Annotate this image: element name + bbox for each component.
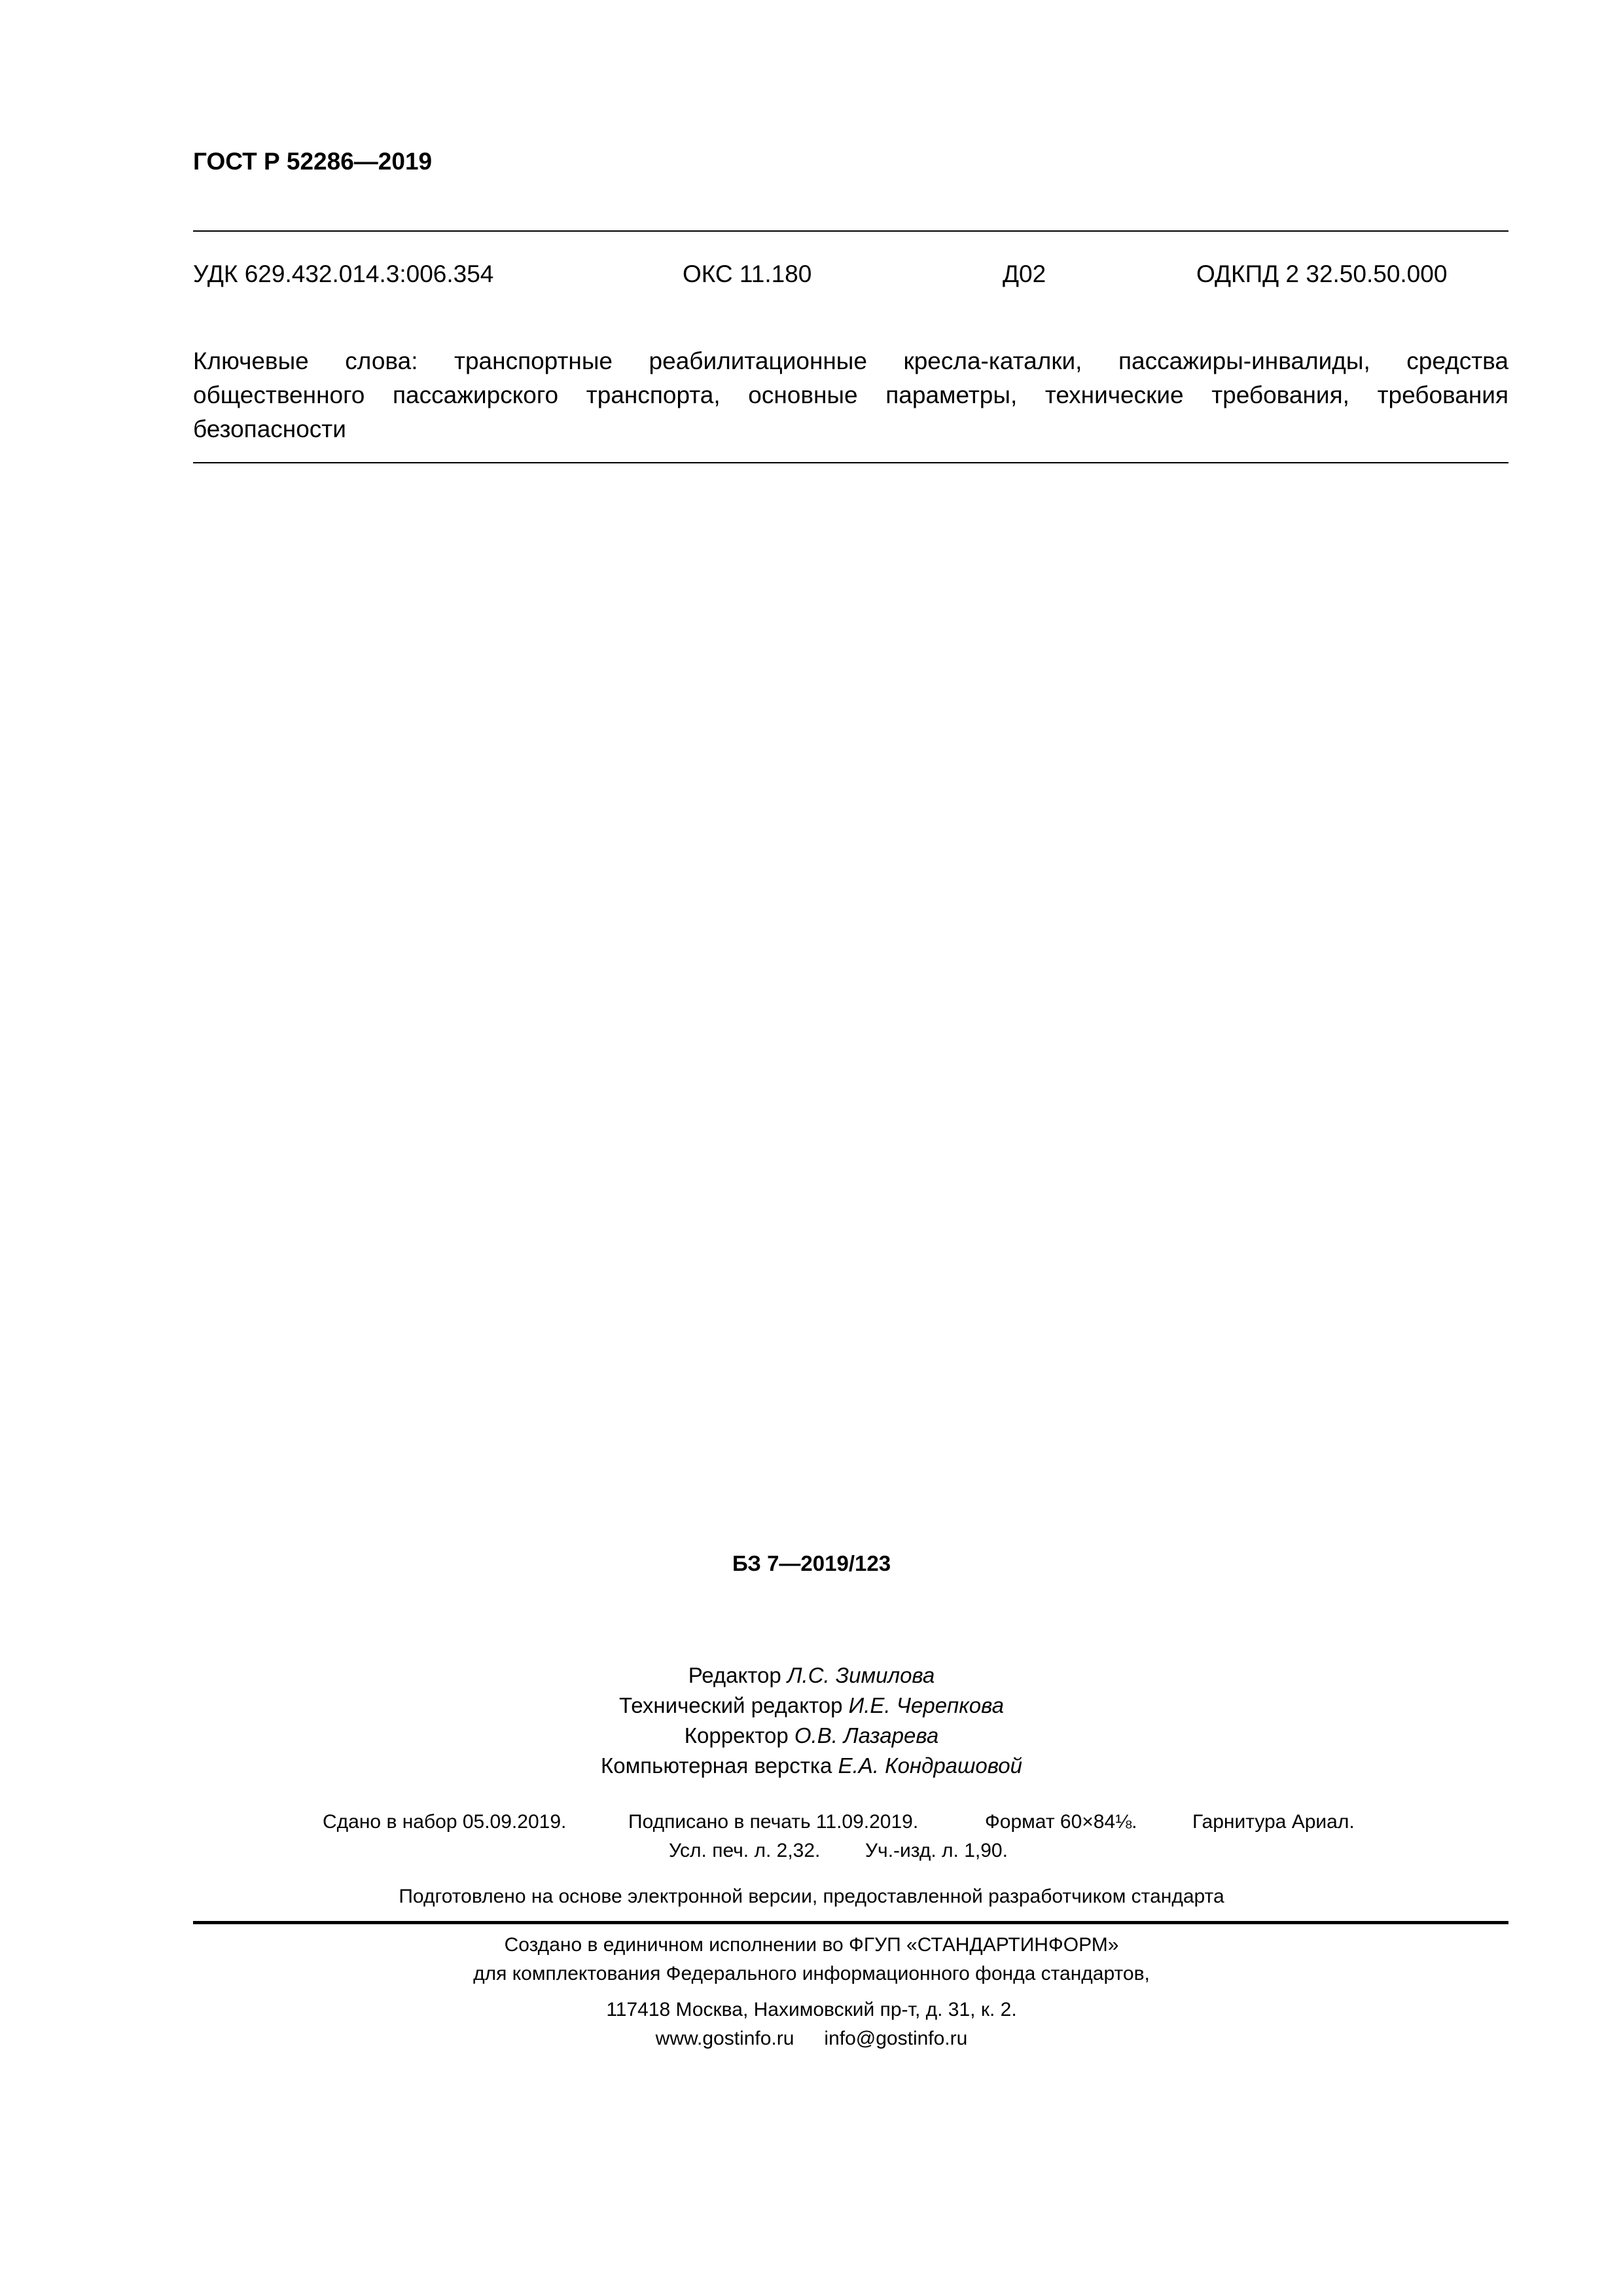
website-link[interactable]: www.gostinfo.ru [655, 2028, 794, 2049]
email-link[interactable]: info@gostinfo.ru [824, 2028, 968, 2049]
imprint-signed: Подписано в печать 11.09.2019. [628, 1811, 919, 1833]
publisher-line1: Создано в единичном исполнении во ФГУП «СТАНДАРТИНФОРМ» [504, 1934, 1119, 1956]
group-code: Д02 [1003, 260, 1046, 287]
credits-block [0, 1660, 1623, 1781]
publisher-line2: для комплектования Федерального информационного фонда стандартов, [473, 1963, 1150, 1984]
credit-role: Технический редактор [619, 1693, 843, 1717]
udk-code: УДК 629.432.014.3:006.354 [193, 260, 494, 287]
credit-technical-editor [0, 1691, 1623, 1721]
credit-name: И.Е. Черепкова [848, 1693, 1004, 1717]
imprint-format: Формат 60×84⅛. [985, 1811, 1137, 1833]
publisher-address: 117418 Москва, Нахимовский пр-т, д. 31, к. 2. [606, 1999, 1017, 2020]
credit-proofreader [0, 1721, 1623, 1751]
document-code: ГОСТ Р 52286—2019 [193, 148, 433, 175]
publisher-divider [193, 1921, 1508, 1924]
credit-name: Л.С. Зимилова [787, 1663, 935, 1687]
imprint-submitted: Сдано в набор 05.09.2019. [323, 1811, 567, 1833]
publisher-contacts [0, 2028, 1623, 2050]
keywords-divider [193, 462, 1508, 463]
prepared-note: Подготовлено на основе электронной версии, предоставленной разработчиком стандарта [399, 1886, 1224, 1907]
okpd-code: ОДКПД 2 32.50.50.000 [1196, 260, 1448, 287]
imprint-print-sheets: Усл. печ. л. 2,32. [669, 1840, 821, 1861]
credit-role: Редактор [688, 1663, 781, 1687]
imprint-typeface: Гарнитура Ариал. [1192, 1811, 1355, 1833]
imprint-publ-sheets: Уч.-изд. л. 1,90. [865, 1840, 1008, 1861]
bz-number: БЗ 7—2019/123 [732, 1551, 891, 1575]
credit-layout [0, 1751, 1623, 1781]
credit-name: Е.А. Кондрашовой [838, 1753, 1022, 1778]
top-divider [193, 230, 1508, 232]
credit-editor [0, 1660, 1623, 1691]
credit-role: Компьютерная верстка [601, 1753, 832, 1778]
keywords-paragraph: Ключевые слова: транспортные реабилитационные кресла-каталки, пассажиры-инвалиды, средства общественного пассажирского транспорта, основные параметры, технические требования, требования безопасности [193, 348, 1508, 442]
credit-role: Корректор [684, 1723, 789, 1748]
credit-name: О.В. Лазарева [794, 1723, 939, 1748]
oks-code: ОКС 11.180 [683, 260, 812, 287]
